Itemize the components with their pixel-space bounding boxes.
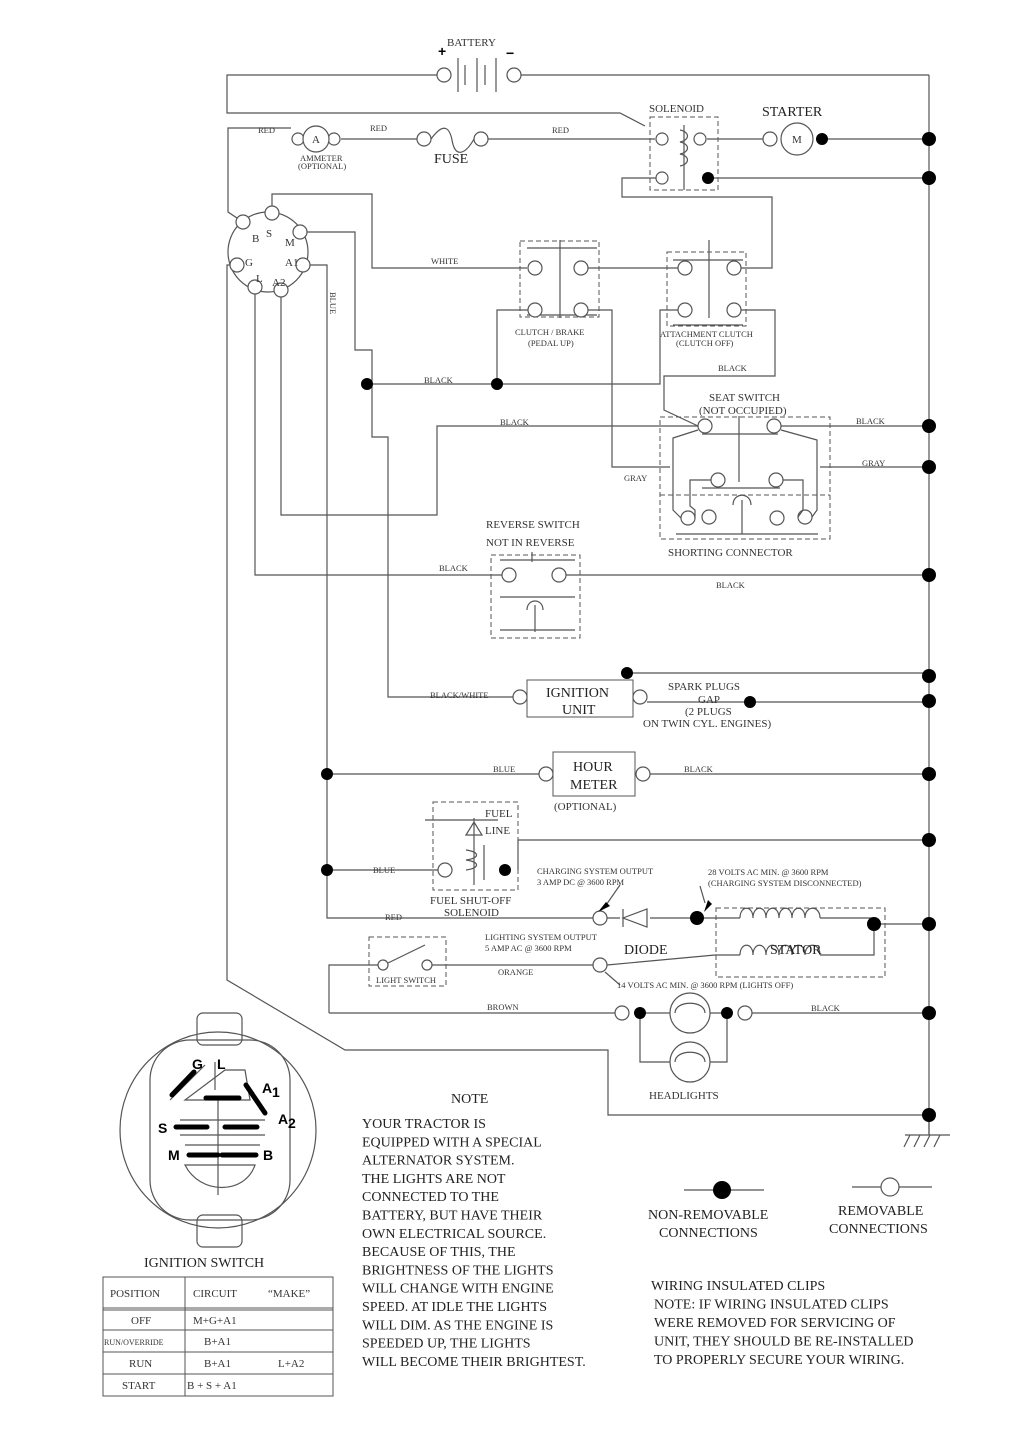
svg-text:RED: RED: [258, 125, 275, 135]
note-line: THE LIGHTS ARE NOT: [362, 1171, 506, 1187]
attachment-clutch-switch: [660, 240, 753, 348]
battery: [437, 37, 521, 92]
svg-text:L+A2: L+A2: [278, 1358, 305, 1370]
svg-text:SHORTING CONNECTOR: SHORTING CONNECTOR: [668, 547, 793, 559]
svg-text:CONNECTIONS: CONNECTIONS: [659, 1226, 758, 1241]
svg-text:ON TWIN CYL. ENGINES): ON TWIN CYL. ENGINES): [643, 718, 772, 730]
svg-text:GRAY: GRAY: [624, 473, 648, 483]
svg-text:NOT IN REVERSE: NOT IN REVERSE: [486, 537, 575, 549]
svg-text:28 VOLTS AC MIN. @ 3600 RPM: 28 VOLTS AC MIN. @ 3600 RPM: [708, 867, 829, 877]
svg-text:SEAT SWITCH: SEAT SWITCH: [709, 392, 780, 404]
svg-text:B+A1: B+A1: [204, 1336, 231, 1348]
svg-text:REVERSE SWITCH: REVERSE SWITCH: [486, 519, 580, 531]
table-row: [104, 1336, 231, 1348]
charging-system: [485, 866, 885, 990]
note-line: CONNECTED TO THE: [362, 1190, 499, 1206]
solenoid: [649, 103, 718, 190]
svg-text:B+A1: B+A1: [204, 1358, 231, 1370]
svg-text:A: A: [278, 1111, 289, 1127]
wiring-clips-note: [651, 1279, 914, 1368]
svg-text:CONNECTIONS: CONNECTIONS: [829, 1222, 928, 1237]
svg-text:B: B: [252, 233, 260, 245]
plus-icon: +: [438, 43, 447, 59]
svg-text:A: A: [312, 134, 320, 146]
note-line: BECAUSE OF THIS, THE: [362, 1245, 516, 1261]
svg-text:LIGHTING SYSTEM OUTPUT: LIGHTING SYSTEM OUTPUT: [485, 932, 597, 942]
svg-text:BLUE: BLUE: [328, 292, 338, 315]
svg-text:(NOT OCCUPIED): (NOT OCCUPIED): [699, 405, 787, 417]
svg-text:AMMETER: AMMETER: [300, 153, 343, 163]
svg-text:(OPTIONAL): (OPTIONAL): [554, 801, 617, 813]
svg-text:1: 1: [272, 1084, 280, 1100]
svg-text:G: G: [192, 1056, 203, 1072]
fuel-shutoff-solenoid: [425, 802, 518, 919]
fuse: [417, 128, 488, 167]
removable-connection-icon: [881, 1178, 899, 1196]
non-removable-connection-icon: [713, 1181, 731, 1199]
svg-text:BLACK: BLACK: [439, 563, 468, 573]
svg-text:LINE: LINE: [485, 825, 511, 837]
svg-text:(PEDAL UP): (PEDAL UP): [528, 338, 574, 348]
headlights: [615, 993, 752, 1102]
ignition-unit: [513, 667, 771, 730]
svg-text:B: B: [263, 1147, 274, 1163]
svg-text:BLACK: BLACK: [716, 580, 745, 590]
starter: [762, 105, 828, 155]
svg-text:14 VOLTS AC MIN. @ 3600 RPM (L: 14 VOLTS AC MIN. @ 3600 RPM (LIGHTS OFF): [617, 980, 794, 990]
svg-text:2: 2: [288, 1115, 296, 1131]
svg-text:(CHARGING SYSTEM DISCONNECTED): (CHARGING SYSTEM DISCONNECTED): [708, 878, 862, 888]
clips-note-line: NOTE: IF WIRING INSULATED CLIPS: [654, 1297, 889, 1313]
svg-text:LIGHT SWITCH: LIGHT SWITCH: [376, 975, 437, 985]
svg-text:(OPTIONAL): (OPTIONAL): [298, 161, 347, 171]
svg-text:STARTER: STARTER: [762, 105, 823, 120]
svg-text:BLUE: BLUE: [373, 865, 396, 875]
svg-text:IGNITION: IGNITION: [546, 686, 609, 701]
ignition-switch-table: [103, 1256, 333, 1396]
svg-text:BLACK: BLACK: [424, 375, 453, 385]
svg-text:CLUTCH / BRAKE: CLUTCH / BRAKE: [515, 327, 585, 337]
clutch-brake-switch: [515, 240, 599, 348]
svg-text:POSITION: POSITION: [110, 1288, 161, 1300]
svg-text:S: S: [266, 228, 273, 240]
minus-icon: −: [506, 45, 515, 61]
note-line: SPEED. AT IDLE THE LIGHTS: [362, 1300, 547, 1315]
ignition-switch-face: [120, 1013, 316, 1247]
svg-text:RED: RED: [385, 912, 402, 922]
svg-text:FUSE: FUSE: [434, 152, 469, 167]
svg-text:5 AMP AC @ 3600 RPM: 5 AMP AC @ 3600 RPM: [485, 943, 572, 953]
svg-text:“MAKE”: “MAKE”: [268, 1288, 311, 1300]
reverse-switch: [486, 519, 580, 638]
note-line: OWN ELECTRICAL SOURCE.: [362, 1226, 547, 1242]
svg-text:ORANGE: ORANGE: [498, 967, 534, 977]
svg-text:ATTACHMENT CLUTCH: ATTACHMENT CLUTCH: [660, 329, 753, 339]
svg-text:UNIT: UNIT: [562, 703, 596, 718]
svg-text:GAP: GAP: [698, 694, 721, 706]
svg-text:WHITE: WHITE: [431, 256, 459, 266]
note-title: NOTE: [451, 1092, 489, 1107]
svg-text:SOLENOID: SOLENOID: [649, 103, 704, 115]
svg-text:DIODE: DIODE: [624, 943, 668, 958]
svg-text:G: G: [245, 257, 253, 269]
alternator-note: [362, 1092, 586, 1370]
svg-text:L: L: [256, 273, 263, 285]
svg-text:M: M: [792, 134, 802, 146]
note-line: WILL CHANGE WITH ENGINE: [362, 1281, 554, 1297]
svg-text:SOLENOID: SOLENOID: [444, 907, 499, 919]
svg-text:REMOVABLE: REMOVABLE: [838, 1204, 924, 1219]
svg-text:L: L: [217, 1056, 226, 1072]
svg-text:RED: RED: [370, 123, 387, 133]
note-line: EQUIPPED WITH A SPECIAL: [362, 1135, 542, 1151]
svg-text:(2 PLUGS: (2 PLUGS: [685, 706, 732, 718]
svg-text:CHARGING SYSTEM OUTPUT: CHARGING SYSTEM OUTPUT: [537, 866, 654, 876]
note-line: WILL DIM. AS THE ENGINE IS: [362, 1318, 554, 1334]
battery-label: BATTERY: [447, 37, 496, 49]
clips-note-line: WERE REMOVED FOR SERVICING OF: [654, 1316, 896, 1331]
svg-text:(CLUTCH OFF): (CLUTCH OFF): [676, 338, 734, 348]
svg-text:RUN: RUN: [129, 1358, 153, 1370]
svg-text:M: M: [285, 237, 295, 249]
note-line: BRIGHTNESS OF THE LIGHTS: [362, 1263, 554, 1279]
svg-text:HOUR: HOUR: [573, 760, 613, 775]
wires: [227, 75, 950, 1147]
svg-text:SPARK PLUGS: SPARK PLUGS: [668, 681, 741, 693]
clips-note-line: TO PROPERLY SECURE YOUR WIRING.: [654, 1353, 905, 1368]
svg-text:BLACK: BLACK: [500, 417, 529, 427]
svg-text:A: A: [262, 1080, 273, 1096]
light-switch: [369, 937, 446, 986]
svg-text:BLACK/WHITE: BLACK/WHITE: [430, 690, 489, 700]
svg-text:RED: RED: [552, 125, 569, 135]
note-line: YOUR TRACTOR IS: [362, 1117, 486, 1132]
table-row: [131, 1315, 237, 1327]
svg-text:M+G+A1: M+G+A1: [193, 1315, 237, 1327]
junction-dots: [321, 132, 936, 1122]
svg-text:NON-REMOVABLE: NON-REMOVABLE: [648, 1208, 769, 1223]
svg-text:BLACK: BLACK: [718, 363, 747, 373]
svg-text:START: START: [122, 1380, 156, 1392]
table-row: [129, 1358, 304, 1370]
svg-text:M: M: [168, 1147, 180, 1163]
svg-text:A1: A1: [285, 257, 299, 269]
clips-note-line: WIRING INSULATED CLIPS: [651, 1279, 826, 1294]
svg-text:FUEL: FUEL: [485, 808, 513, 820]
svg-text:CIRCUIT: CIRCUIT: [193, 1288, 237, 1300]
svg-text:HEADLIGHTS: HEADLIGHTS: [649, 1090, 719, 1102]
svg-text:BLACK: BLACK: [856, 416, 885, 426]
clips-note-line: UNIT, THEY SHOULD BE RE-INSTALLED: [654, 1334, 914, 1350]
ammeter: [292, 126, 346, 171]
svg-text:3 AMP DC @ 3600 RPM: 3 AMP DC @ 3600 RPM: [537, 877, 625, 887]
table-row: [122, 1380, 237, 1392]
table-title: IGNITION SWITCH: [144, 1256, 265, 1271]
hour-meter: [539, 752, 650, 813]
note-line: BATTERY, BUT HAVE THEIR: [362, 1208, 543, 1224]
svg-text:METER: METER: [570, 778, 618, 793]
ignition-switch-connector: [228, 206, 310, 297]
svg-text:GRAY: GRAY: [862, 458, 886, 468]
note-line: SPEEDED UP, THE LIGHTS: [362, 1336, 531, 1352]
note-line: ALTERNATOR SYSTEM.: [362, 1153, 515, 1169]
svg-text:BROWN: BROWN: [487, 1002, 519, 1012]
svg-text:A2: A2: [272, 277, 286, 289]
svg-text:FUEL SHUT-OFF: FUEL SHUT-OFF: [430, 895, 512, 907]
svg-text:RUN/OVERRIDE: RUN/OVERRIDE: [104, 1338, 164, 1347]
svg-text:S: S: [158, 1120, 168, 1136]
svg-text:B + S + A1: B + S + A1: [187, 1380, 237, 1392]
svg-text:STATOR: STATOR: [770, 943, 822, 958]
svg-text:OFF: OFF: [131, 1315, 152, 1327]
svg-text:BLACK: BLACK: [811, 1003, 840, 1013]
note-line: WILL BECOME THEIR BRIGHTEST.: [362, 1354, 586, 1370]
svg-text:BLUE: BLUE: [493, 764, 516, 774]
seat-switch: [660, 392, 830, 559]
connection-legend: [648, 1178, 932, 1241]
svg-text:BLACK: BLACK: [684, 764, 713, 774]
